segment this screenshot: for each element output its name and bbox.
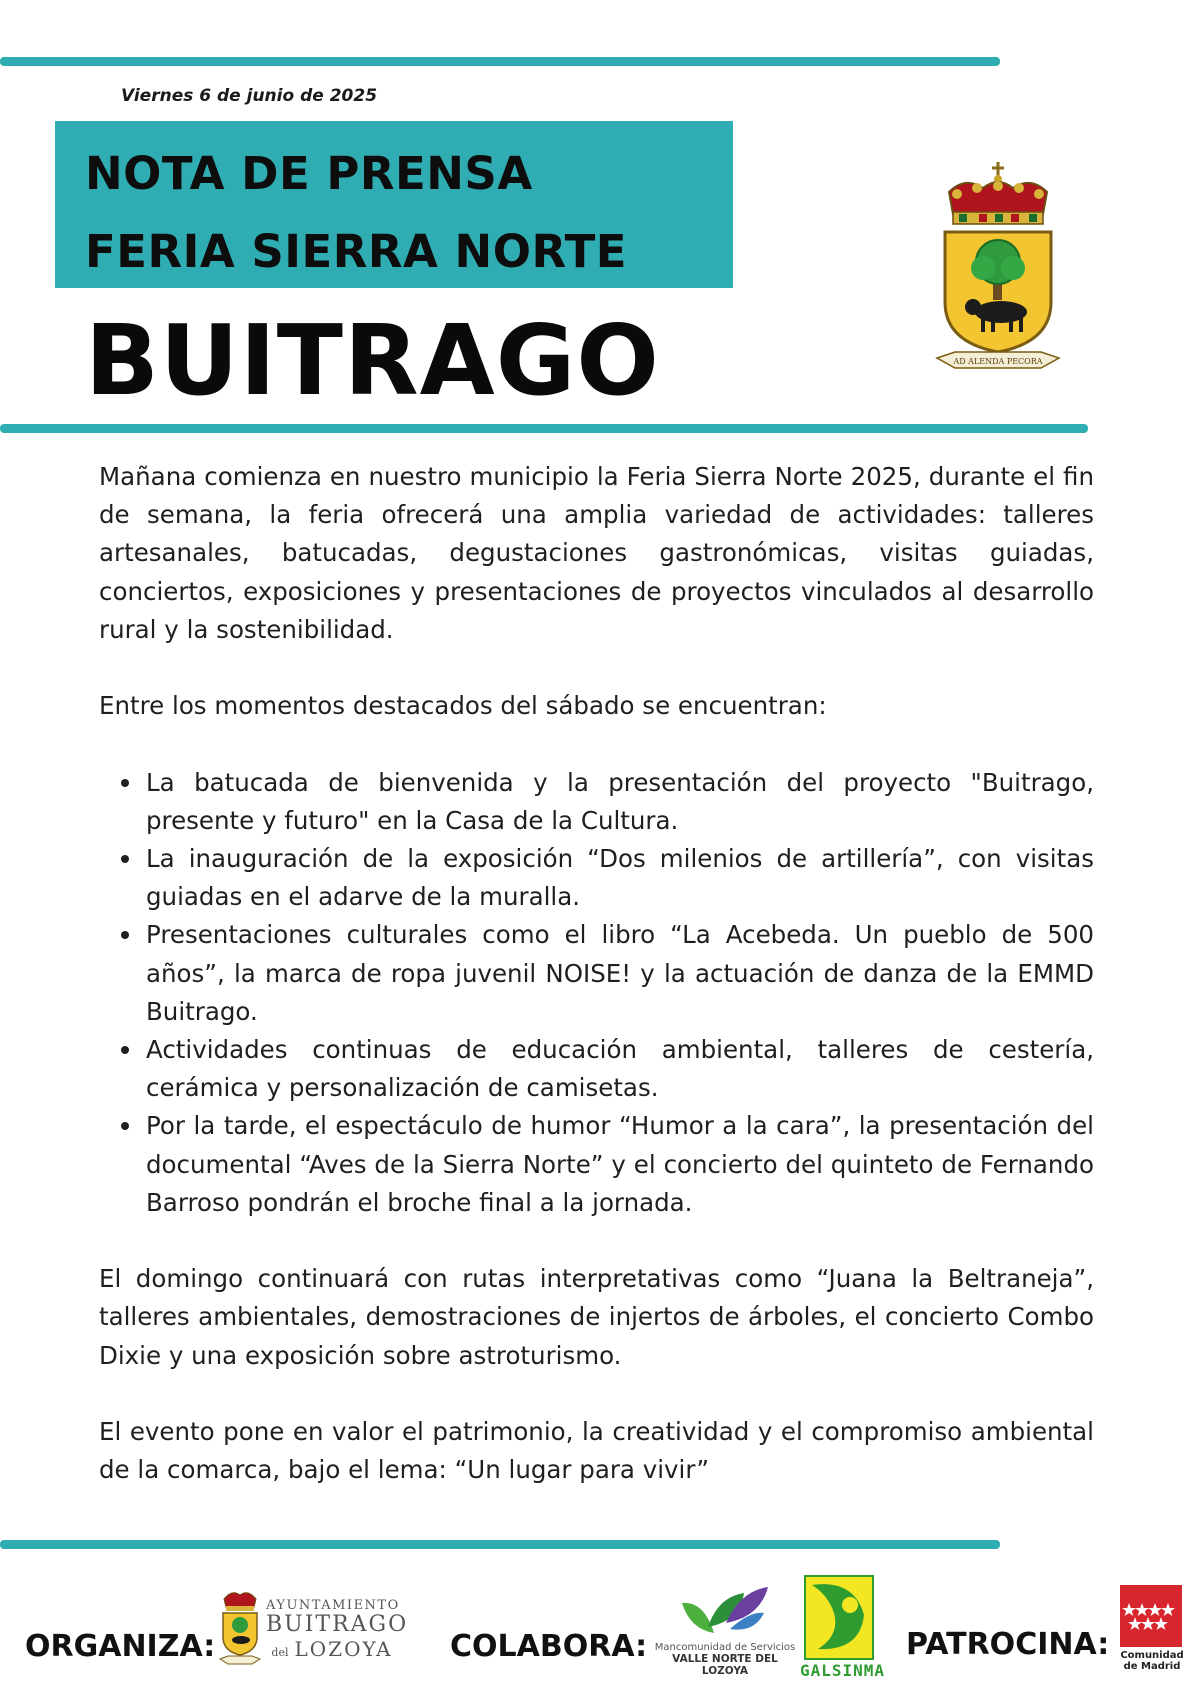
comunidad-madrid-flag-icon <box>1120 1585 1182 1647</box>
galsinma-label: GALSINMA <box>800 1661 886 1680</box>
buitrago-crest-icon <box>218 1585 262 1667</box>
mancomunidad-leaves-icon <box>678 1583 770 1643</box>
footer-sponsors <box>0 1575 1200 1698</box>
list-item: Presentaciones culturales como el libro “La Acebeda. Un pueblo de 500 años”, la marca de ropa juvenil NOISE! y la actuación de danza de la EMMD Buitrago. <box>99 916 1094 1031</box>
title-banner <box>55 121 733 288</box>
intro-paragraph: Mañana comienza en nuestro municipio la Feria Sierra Norte 2025, durante el fin de semana, la feria ofrecerá una amplia variedad de actividades: talleres artesanales, batucadas, degustaciones gastronómicas, visitas guiadas, conciertos, exposiciones y presentaciones de proyectos vinculados al desarrollo rural y la sostenibilidad. <box>99 462 1094 644</box>
top-divider <box>0 57 1000 66</box>
cm-line2: de Madrid <box>1123 1661 1181 1672</box>
org-line-del: del <box>271 1646 289 1659</box>
coat-of-arms-icon <box>935 162 1061 377</box>
title-fair-name: FERIA SIERRA NORTE <box>85 225 628 278</box>
ayuntamiento-wordmark <box>266 1598 409 1665</box>
comunidad-madrid-wordmark <box>1112 1650 1192 1672</box>
press-date: Viernes 6 de junio de 2025 <box>121 86 378 106</box>
footer-divider <box>0 1540 1000 1549</box>
list-item: La inauguración de la exposición “Dos milenios de artillería”, con visitas guiadas en el adarve de la muralla. <box>99 840 1094 916</box>
manc-line2: VALLE NORTE DEL LOZOYA <box>672 1653 778 1677</box>
town-name: BUITRAGO <box>85 304 660 417</box>
colabora-label: COLABORA: <box>450 1629 648 1664</box>
title-press-release: NOTA DE PRENSA <box>85 147 533 200</box>
manc-line1: Mancomunidad de Servicios <box>654 1642 796 1653</box>
crest-motto: AD ALENDA PECORA <box>953 357 1043 366</box>
list-item: La batucada de bienvenida y la presentación del proyecto "Buitrago, presente y futuro" en la Casa de la Cultura. <box>99 764 1094 840</box>
highlights-intro: Entre los momentos destacados del sábado se encuentran: <box>99 691 827 721</box>
galsinma-logo-icon <box>804 1575 874 1660</box>
org-line-ayuntamiento: AYUNTAMIENTO <box>266 1598 400 1613</box>
mancomunidad-wordmark <box>652 1642 798 1677</box>
closing-paragraph: El evento pone en valor el patrimonio, la creatividad y el compromiso ambiental de la comarca, bajo el lema: “Un lugar para vivir” <box>99 1417 1094 1485</box>
list-item: Por la tarde, el espectáculo de humor “Humor a la cara”, la presentación del documental “Aves de la Sierra Norte” y el concierto del quinteto de Fernando Barroso pondrán el broche final a la jornada. <box>99 1107 1094 1222</box>
list-item: Actividades continuas de educación ambiental, talleres de cestería, cerámica y personalización de camisetas. <box>99 1031 1094 1107</box>
sunday-paragraph: El domingo continuará con rutas interpretativas como “Juana la Beltraneja”, talleres ambientales, demostraciones de injertos de árboles, el concierto Combo Dixie y una exposición sobre astroturismo. <box>99 1264 1094 1370</box>
header-divider <box>0 424 1088 433</box>
cm-line1: Comunidad <box>1120 1650 1184 1661</box>
patrocina-label: PATROCINA: <box>906 1627 1110 1662</box>
press-body <box>99 458 1094 1528</box>
org-line-buitrago: BUITRAGO <box>266 1612 409 1637</box>
org-line-lozoya: del LOZOYA <box>271 1637 393 1661</box>
saturday-highlights-list <box>99 764 1094 1222</box>
organiza-label: ORGANIZA: <box>25 1629 216 1664</box>
